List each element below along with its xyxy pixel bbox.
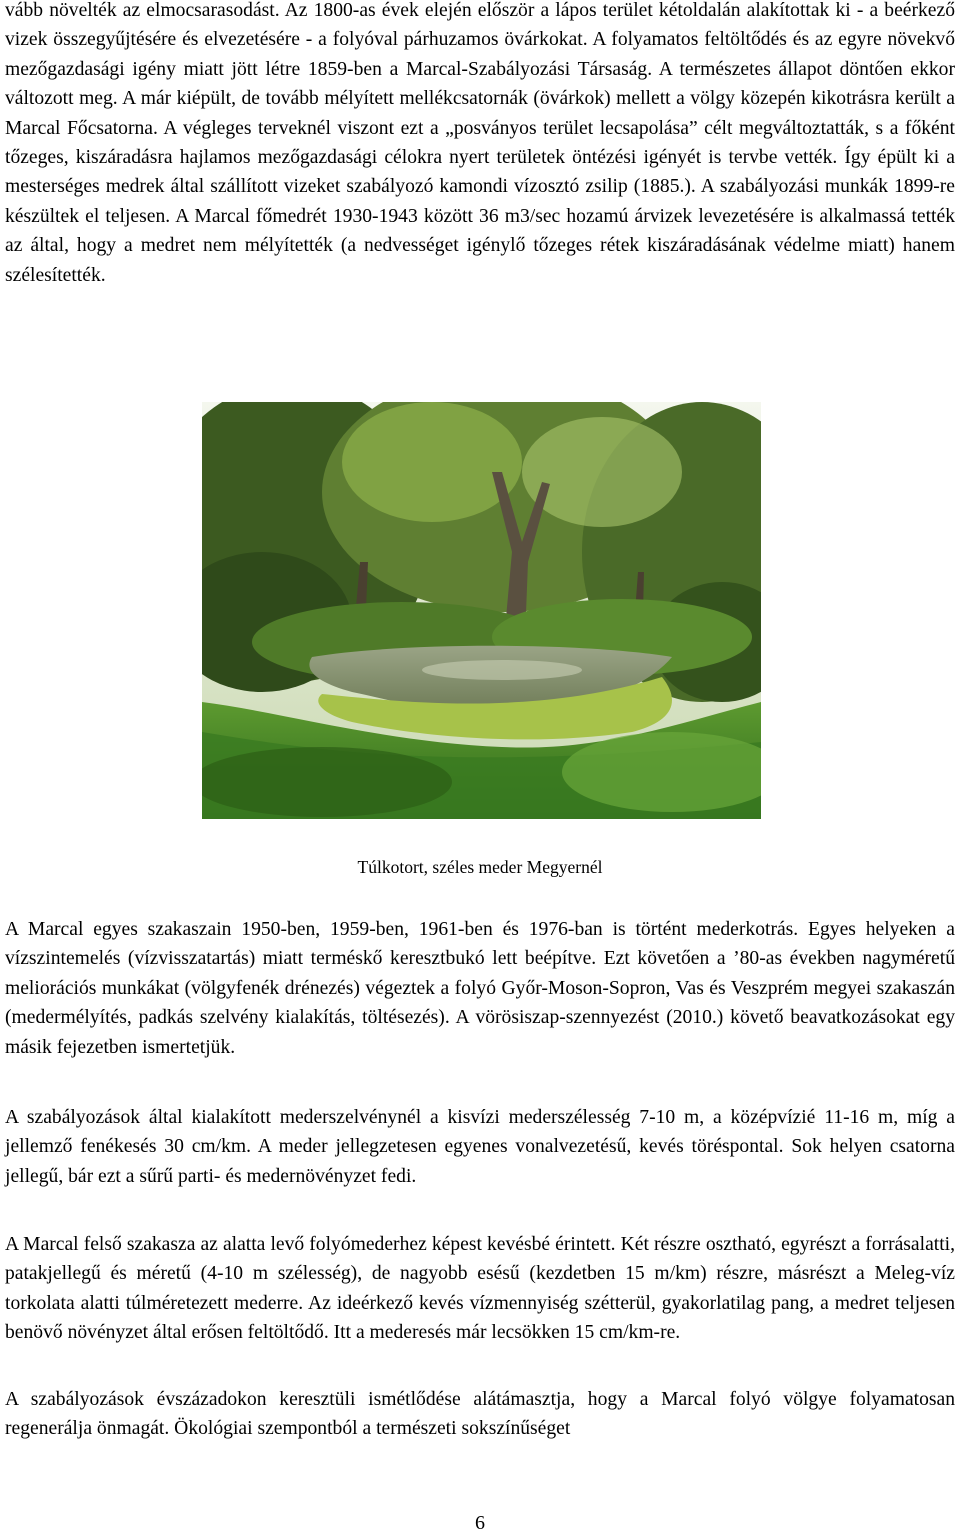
paragraph-intro: vább növelték az elmocsarasodást. Az 1800-as évek elején először a lápos terület kétoldalán alakítottak ki - a beérkező vizek összegyűjtésére és elvezetésére - a folyóval párhuzamos övárkokat. A folyamatos feltöltődés és az egyre növekvő mezőgazdasági igény miatt jött létre 1859-ben a Marcal-Szabályozási Társaság. A természetes állapot döntően ekkor változott meg. A már kiépült, de tovább mélyített mellékcsatornák (övárkok) mellett a völgy közepén kikotrásra került a Marcal Főcsatorna. A végleges terveknél viszont ezt a „posványos terület lecsapolása” célt megváltoztatták, s a főként tőzeges, kiszáradásra hajlamos mezőgazdasági célokra nyert területek öntézési igényét is tervbe vették. Így épült ki a mesterséges medrek által szállított vizeket szabályozó kamondi vízosztó zsilip (1885.). A szabályozási munkák 1899-re készültek el teljesen. A Marcal főmedrét 1930-1943 között 36 m3/sec hozamú árvizek levezetésére is alkalmassá tették az által, hogy a medret nem mélyítették (a nedvességet igénylő tőzeges rétek kiszáradásának védelme miatt) hanem szélesítették. [5, 0, 955, 286]
paragraph-closing: A szabályozások évszázadokon keresztüli ismétlődése alátámasztja, hogy a Marcal folyó völgye folyamatosan regenerálja önmagát. Ökológiai szempontból a természeti sokszínűséget [5, 1389, 955, 1440]
figure-photo [202, 402, 761, 819]
paragraph-dredging: A Marcal egyes szakaszain 1950-ben, 1959-ben, 1961-ben és 1976-ban is történt mederkotrás. Egyes helyeken a vízszintemelés (vízvisszatartás) miatt terméskő keresztbukó lett beépítve. Ezt követően a ’80-as években nagyméretű meliorációs munkákat (völgyfenék drénezés) végeztek a folyó Győr-Moson-Sopron, Vas és Veszprém megyei szakaszán (medermélyítés, padkás szelvény kialakítás, töltésezés). A vörösiszap-szennyezést (2010.) követő beavatkozásokat egy másik fejezetben ismertetjük. [5, 919, 955, 1058]
page-number: 6 [475, 1512, 485, 1534]
figure-caption: Túlkotort, széles meder Megyernél [357, 857, 603, 877]
river-photo-illustration [202, 402, 761, 819]
paragraph-profile: A szabályozások által kialakított mederszelvénynél a kisvízi mederszélesség 7-10 m, a középvízié 11-16 m, míg a jellemző fenékesés 30 cm/km. A meder jellegzetesen egyenes vonalvezetésű, kevés töréspontal. Sok helyen csatorna jellegű, bár ezt a sűrű parti- és medernövényzet fedi. [5, 1107, 955, 1187]
paragraph-upper-section: A Marcal felső szakasza az alatta levő folyómederhez képest kevésbé érintett. Két részre osztható, egyrészt a forrásalatti, patakjellegű és méretű (4-10 m szélesség), de nagyobb esésű (kezdetben 15 m/km) részre, másrészt a Meleg-víz torkolata alatti túlméretezett mederre. Az ideérkező kevés vízmennyiség szétterül, gyakorlatilag pang, a medret teljesen benövő növényzet által erősen feltöltődő. Itt a mederesés már lecsökken 15 cm/km-re. [5, 1234, 955, 1344]
